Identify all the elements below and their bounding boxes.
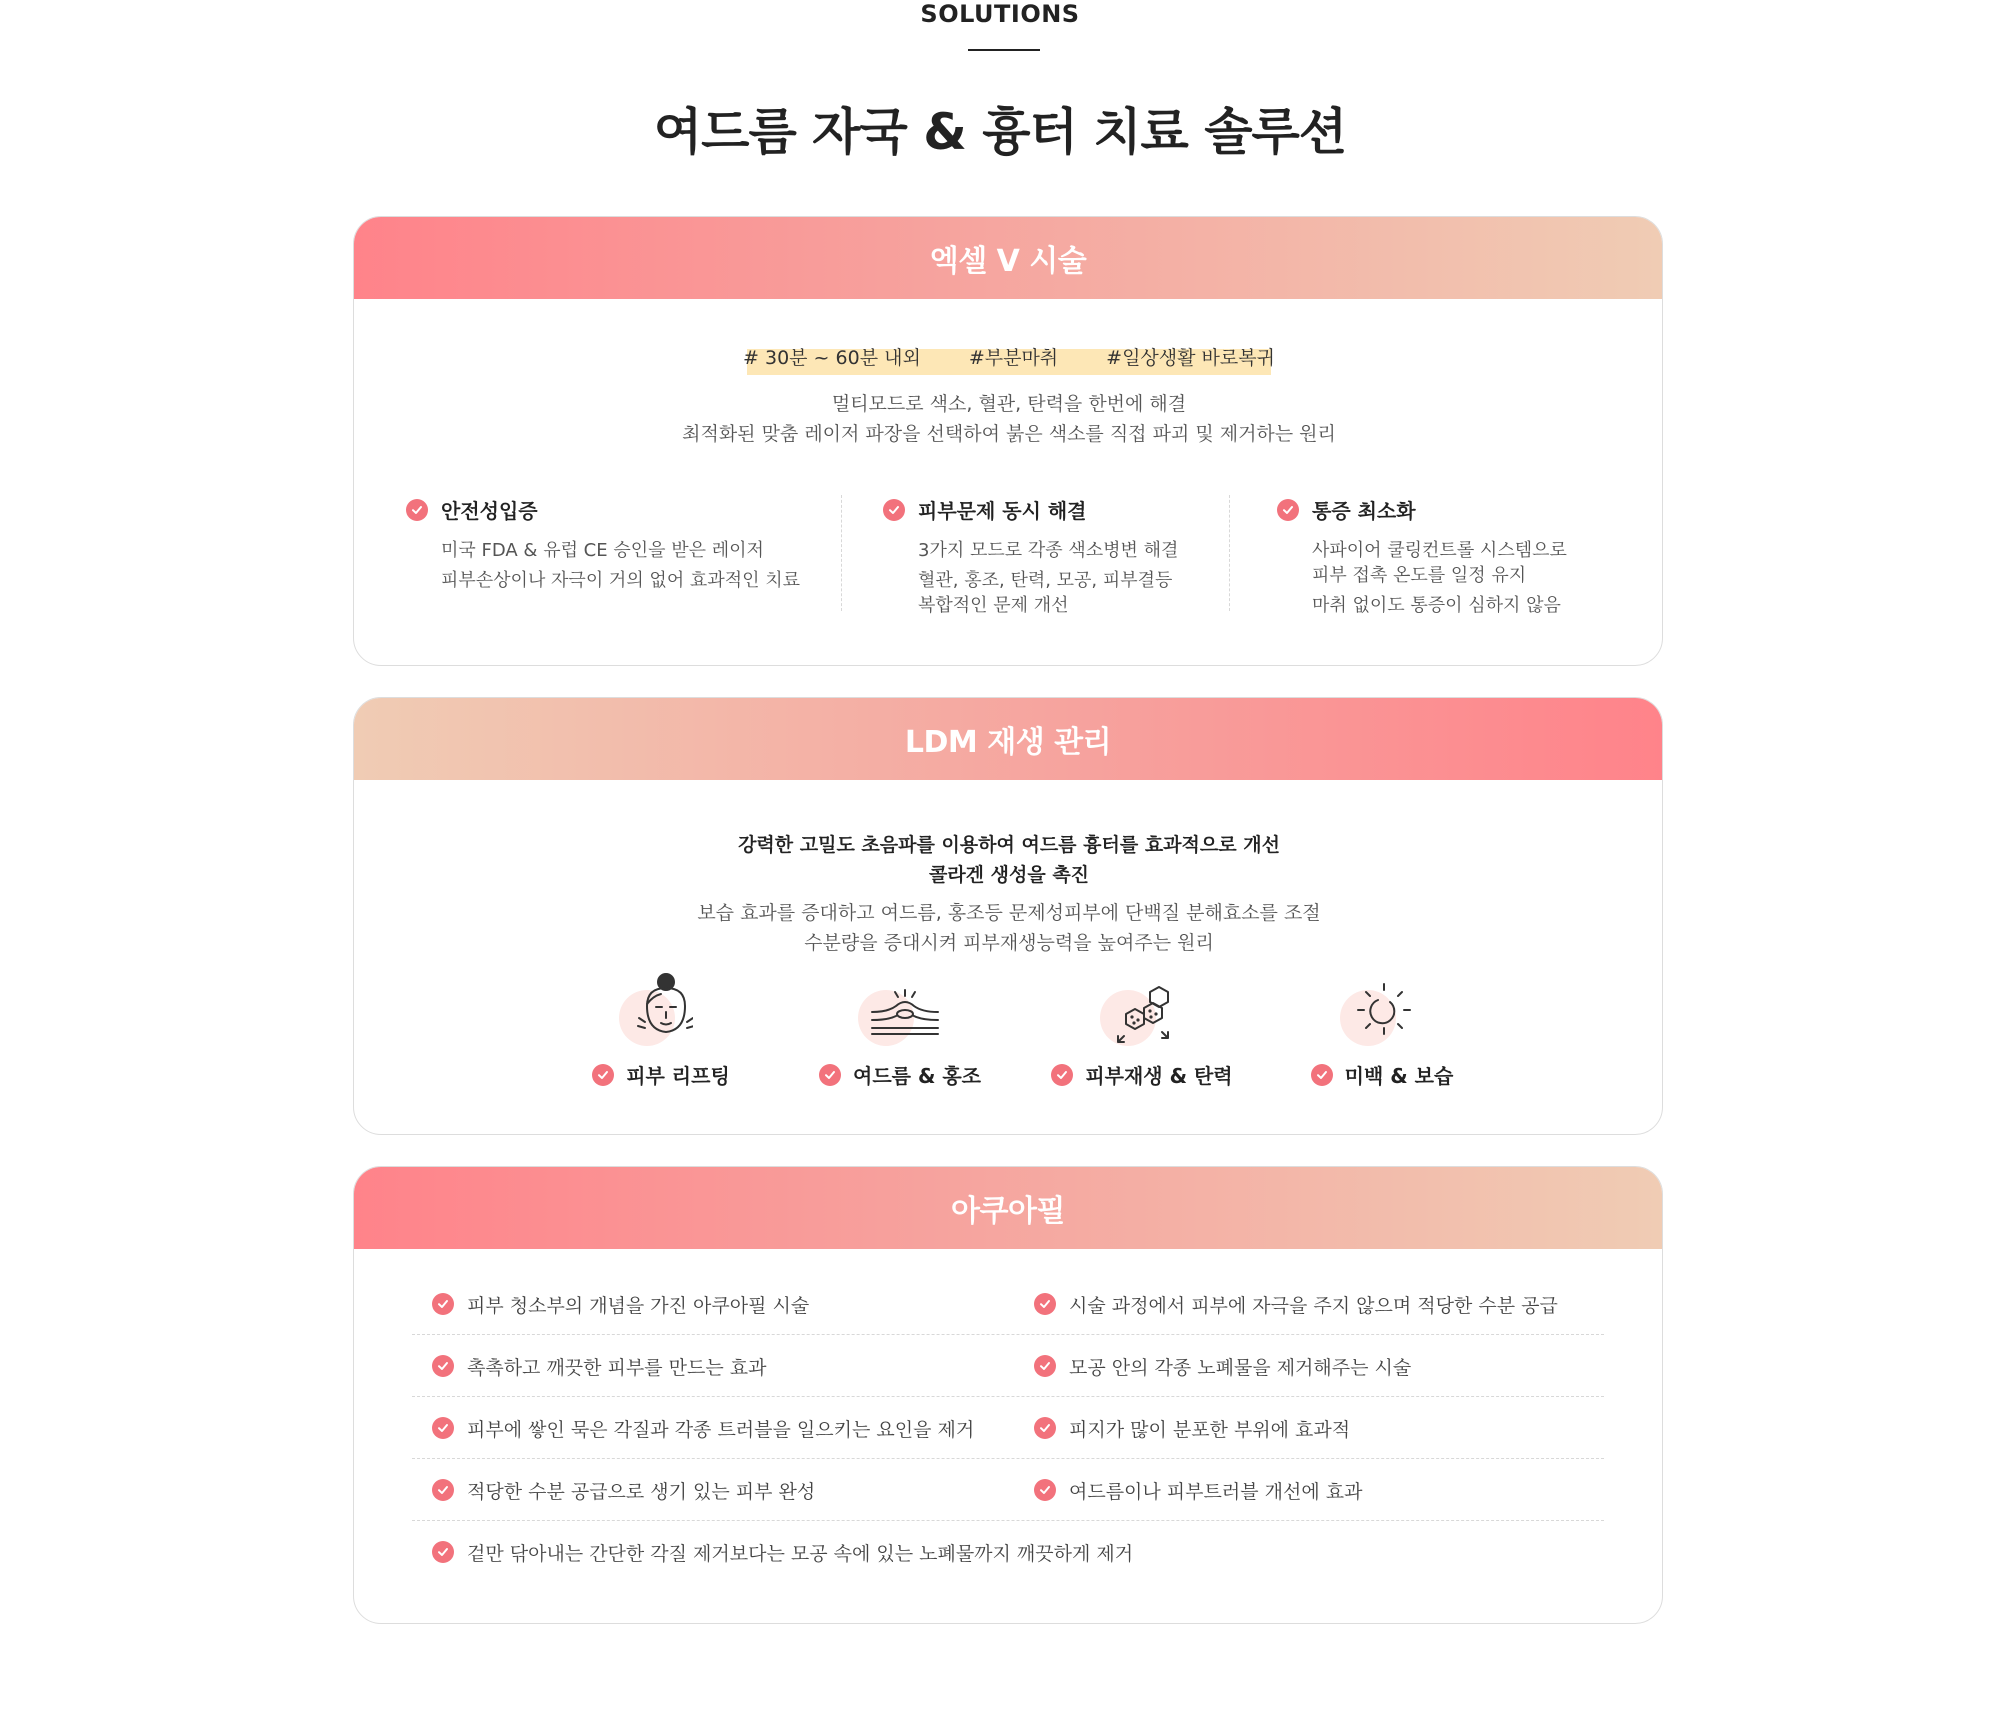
ldm-bold-2: 콜라겐 생성을 촉진 bbox=[928, 864, 1090, 886]
check-icon bbox=[819, 1064, 841, 1086]
feature-pain-min bbox=[1277, 495, 1567, 618]
page-title: 여드름 자국 & 흉터 치료 솔루션 bbox=[653, 103, 1347, 161]
ldm-bold-1: 강력한 고밀도 초음파를 이용하여 여드름 흉터를 효과적으로 개선 bbox=[738, 834, 1280, 856]
ldm-item-label: 여드름 & 홍조 bbox=[853, 1064, 981, 1088]
ldm-header: LDM 재생 관리 bbox=[354, 698, 1662, 780]
section-divider bbox=[968, 49, 1040, 51]
ldm-desc-2: 수분량을 증대시켜 피부재생능력을 높여주는 원리 bbox=[804, 932, 1214, 954]
ldm-item-acne bbox=[790, 970, 1010, 1089]
excel-v-features bbox=[354, 495, 1663, 615]
check-icon bbox=[406, 499, 428, 521]
check-icon bbox=[1034, 1417, 1056, 1439]
feature-line: 3가지 모드로 각종 색소병변 해결 bbox=[918, 540, 1179, 561]
aqua-item: 피부에 쌓인 묵은 각질과 각종 트러블을 일으키는 요인을 제거 bbox=[467, 1418, 975, 1441]
feature-line: 혈관, 홍조, 탄력, 모공, 피부결등 bbox=[918, 570, 1173, 591]
aqua-peel-header: 아쿠아필 bbox=[354, 1167, 1662, 1249]
aqua-item: 여드름이나 피부트러블 개선에 효과 bbox=[1069, 1480, 1363, 1503]
feature-line: 미국 FDA & 유럽 CE 승인을 받은 레이저 bbox=[441, 540, 764, 561]
feature-line: 피부 접촉 온도를 일정 유지 bbox=[1312, 565, 1527, 586]
ldm-item-label: 피부재생 & 탄력 bbox=[1085, 1064, 1233, 1088]
check-icon bbox=[1051, 1064, 1073, 1086]
tag-recovery: #일상생활 바로복귀 bbox=[1106, 347, 1275, 369]
check-icon bbox=[432, 1355, 454, 1377]
section-label: SOLUTIONS bbox=[920, 0, 1080, 28]
face-icon bbox=[629, 970, 693, 1046]
check-icon bbox=[432, 1417, 454, 1439]
aqua-item: 적당한 수분 공급으로 생기 있는 피부 완성 bbox=[467, 1480, 816, 1503]
aqua-row bbox=[412, 1397, 1604, 1459]
ldm-desc-1: 보습 효과를 증대하고 여드름, 홍조등 문제성피부에 단백질 분해효소를 조절 bbox=[697, 902, 1321, 924]
excel-v-header: 엑셀 V 시술 bbox=[354, 217, 1662, 299]
aqua-item: 시술 과정에서 피부에 자극을 주지 않으며 적당한 수분 공급 bbox=[1069, 1294, 1558, 1317]
ldm-item-lifting bbox=[551, 970, 771, 1089]
cell-hexagon-icon bbox=[1110, 970, 1180, 1046]
check-icon bbox=[432, 1541, 454, 1563]
tag-duration: # 30분 ~ 60분 내외 bbox=[743, 347, 921, 369]
aqua-peel-card bbox=[353, 1166, 1663, 1624]
aqua-item: 촉촉하고 깨끗한 피부를 만드는 효과 bbox=[467, 1356, 767, 1379]
check-icon bbox=[883, 499, 905, 521]
feature-multi-solve bbox=[883, 495, 1178, 618]
ldm-card bbox=[353, 697, 1663, 1135]
check-icon bbox=[1277, 499, 1299, 521]
ldm-item-whitening bbox=[1272, 970, 1492, 1089]
check-icon bbox=[592, 1064, 614, 1086]
check-icon bbox=[1034, 1355, 1056, 1377]
excel-v-desc-1: 멀티모드로 색소, 혈관, 탄력을 한번에 해결 bbox=[831, 393, 1187, 415]
aqua-row bbox=[412, 1335, 1604, 1397]
feature-safety bbox=[406, 495, 800, 593]
tag-anesthesia: #부분마취 bbox=[968, 347, 1059, 369]
excel-v-card bbox=[353, 216, 1663, 666]
tag-list bbox=[354, 343, 1663, 370]
check-icon bbox=[1311, 1064, 1333, 1086]
feature-title: 피부문제 동시 해결 bbox=[918, 499, 1087, 523]
feature-line: 마취 없이도 통증이 심하지 않음 bbox=[1312, 595, 1561, 616]
aqua-row bbox=[412, 1521, 1604, 1583]
feature-title: 통증 최소화 bbox=[1312, 499, 1416, 523]
feature-line: 사파이어 쿨링컨트롤 시스템으로 bbox=[1312, 540, 1567, 561]
check-icon bbox=[1034, 1293, 1056, 1315]
feature-divider bbox=[841, 495, 842, 611]
ldm-item-regeneration bbox=[1032, 970, 1252, 1089]
ldm-item-label: 피부 리프팅 bbox=[626, 1064, 730, 1088]
feature-line: 복합적인 문제 개선 bbox=[918, 595, 1069, 616]
check-icon bbox=[432, 1479, 454, 1501]
feature-line: 피부손상이나 자극이 거의 없어 효과적인 치료 bbox=[441, 570, 800, 591]
aqua-item: 겉만 닦아내는 간단한 각질 제거보다는 모공 속에 있는 노폐물까지 깨끗하게 제거 bbox=[467, 1542, 1134, 1565]
check-icon bbox=[1034, 1479, 1056, 1501]
aqua-item: 모공 안의 각종 노폐물을 제거해주는 시술 bbox=[1069, 1356, 1412, 1379]
skin-layer-icon bbox=[868, 970, 942, 1046]
aqua-row bbox=[412, 1459, 1604, 1521]
check-icon bbox=[432, 1293, 454, 1315]
aqua-item: 피부 청소부의 개념을 가진 아쿠아필 시술 bbox=[467, 1294, 810, 1317]
aqua-item: 피지가 많이 분포한 부위에 효과적 bbox=[1069, 1418, 1351, 1441]
sun-icon bbox=[1350, 970, 1414, 1046]
feature-divider bbox=[1229, 495, 1230, 611]
ldm-item-label: 미백 & 보습 bbox=[1344, 1064, 1454, 1088]
aqua-row bbox=[412, 1273, 1604, 1335]
excel-v-desc-2: 최적화된 맞춤 레이저 파장을 선택하여 붉은 색소를 직접 파괴 및 제거하는 원리 bbox=[682, 423, 1336, 445]
feature-title: 안전성입증 bbox=[441, 499, 538, 523]
